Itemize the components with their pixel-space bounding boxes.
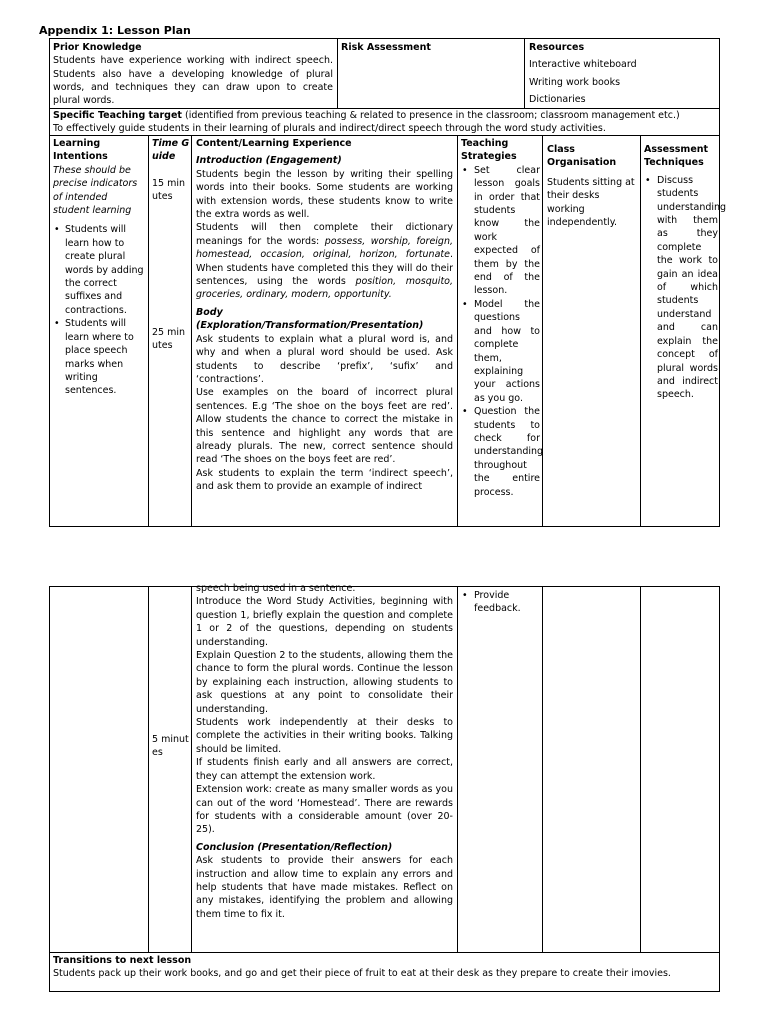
- content-heading: Content/Learning Experience: [196, 138, 352, 149]
- content-cell: [196, 137, 453, 527]
- lesson-plan-table-part-1: [49, 38, 727, 527]
- time-value: 15 minutes: [152, 177, 186, 203]
- transitions-cell: [53, 954, 721, 981]
- introduction-paragraph: Students begin the lesson by writing their spelling words into their books. Some students are working with extension words, these students know to write the extra words as well.: [196, 168, 453, 221]
- teaching-strategy-item: • Provide feedback.: [461, 589, 540, 616]
- teaching-target-label: Specific Teaching target: [53, 110, 182, 121]
- content-paragraph: If students finish early and all answers are correct, they can attempt the extension work.: [196, 757, 453, 782]
- introduction-paragraph-2: Students will then complete their dictionary meanings for the words: possess, worship, foreign, homestead, occasion, original, horizon, fortunate. When students have completed this they will do their sentences, using the words position, mosquito, groceries, ordinary, modern, opportunity.: [196, 222, 453, 301]
- content-cell-continued: [196, 583, 453, 921]
- learning-intention-item: • Students will learn how to create plural words by adding the correct suffixes and contractions.: [53, 223, 145, 317]
- risk-assessment-heading: Risk Assessment: [341, 42, 431, 53]
- conclusion-heading: Conclusion (Presentation/Reflection): [196, 841, 393, 853]
- lesson-plan-table-part-2: [49, 583, 720, 992]
- teaching-strategy-item: • Model the questions and how to complete them, explaining your actions as you go.: [461, 298, 540, 405]
- content-paragraph: Explain Question 2 to the students, allowing them the chance to form the plural words. Continue the lesson by explaining each instruction, allowing students to ask questions at any point to consolidate their understanding.: [196, 650, 453, 715]
- assessment-item: • Discuss students understanding with them as they complete the work to gain an idea of which students understand and can explain the concept of plural words and indirect speech.: [644, 174, 718, 402]
- resource-item: Dictionaries: [529, 94, 586, 106]
- prior-knowledge-text: Students have experience working with indirect speech. Students also have a developing knowledge of plural words, and techniques they can draw upon to create plural words.: [53, 55, 333, 106]
- teaching-target-text: To effectively guide students in their learning of plurals and indirect/direct speech through the word study activities.: [53, 123, 606, 135]
- teaching-strategies-cell: [461, 137, 544, 499]
- learning-intentions-note: These should be precise indicators of intended student learning: [53, 164, 138, 217]
- time-value: 25 minutes: [152, 327, 186, 352]
- learning-intentions-cell: [53, 137, 145, 398]
- teaching-strategy-item: • Set clear lesson goals in order that students know the work expected of them by the end of the lesson.: [461, 164, 540, 298]
- content-paragraph: speech being used in a sentence.: [196, 583, 356, 594]
- resources-cell: [529, 41, 719, 107]
- assessment-cell: [644, 143, 727, 402]
- teaching-target-note: (identified from previous teaching & related to presence in the classroom; classroom management etc.): [181, 110, 680, 121]
- introduction-heading: Introduction (Engagement): [196, 155, 342, 167]
- teaching-strategies-cell-continued: [461, 589, 540, 616]
- body-paragraph: Ask students to explain what a plural word is, and why and when a plural word should be used. Ask students to describe ‘prefix’, ‘sufix’ and ‘contractions’.: [196, 333, 453, 385]
- content-paragraph: Introduce the Word Study Activities, beginning with question 1, briefly explain the question and complete 1 or 2 of the questions, depending on students understanding.: [196, 596, 453, 648]
- class-organisation-text: Students sitting at their desks working independently.: [547, 176, 635, 229]
- transitions-heading: Transitions to next lesson: [53, 955, 192, 966]
- class-organisation-cell: [547, 143, 637, 229]
- time-value: 5 minutes: [152, 734, 189, 759]
- content-paragraph: Extension work: create as many smaller words as you can out of the word ‘Homestead’. There are rewards for students with a considerable amount (over 20-25).: [196, 784, 453, 836]
- resource-item: Writing work books: [529, 76, 621, 88]
- assessment-heading: Assessment Techniques: [644, 144, 709, 169]
- teaching-strategies-heading: Teaching Strategies: [461, 138, 517, 163]
- time-guide-heading: Time Guide: [152, 138, 190, 163]
- resource-item: Interactive whiteboard: [529, 59, 637, 71]
- body-paragraph: Use examples on the board of incorrect plural sentences. E.g ‘The shoe on the boys feet are red’. Allow students the chance to correct the mistake in this sentence and highlight any words that are already plurals. The new, correct sentence should read ‘The shoes on the boys feet are red’.: [196, 387, 453, 466]
- learning-intention-item: • Students will learn where to place speech marks when writing sentences.: [53, 317, 145, 397]
- prior-knowledge-cell: [53, 41, 333, 107]
- teaching-strategy-item: • Question the students to check for understanding throughout the entire process.: [461, 405, 540, 499]
- body-paragraph: Ask students to explain the term ‘indirect speech’, and ask them to provide an example of indirect: [196, 467, 453, 493]
- time-guide-cell: [152, 137, 190, 352]
- content-paragraph: Students work independently at their desks to complete the activities in their writing books. Talking should be limited.: [196, 717, 453, 755]
- page-title: Appendix 1: Lesson Plan: [39, 24, 191, 37]
- resources-heading: Resources: [529, 42, 585, 53]
- body-heading: Body (Exploration/Transformation/Presentation): [196, 306, 424, 332]
- learning-intentions-heading: Learning Intentions: [53, 138, 108, 163]
- transitions-text: Students pack up their work books, and go and get their piece of fruit to eat at their desk as they prepare to create their imovies.: [53, 968, 671, 980]
- conclusion-paragraph: Ask students to provide their answers for each instruction and allow time to explain any errors and help students that have made mistakes. Reflect on any mistakes, identifying the problem and allowing them time to fix it.: [196, 855, 453, 920]
- prior-knowledge-heading: Prior Knowledge: [53, 42, 142, 53]
- teaching-target-cell: [53, 109, 721, 136]
- class-organisation-heading: Class Organisation: [547, 144, 617, 169]
